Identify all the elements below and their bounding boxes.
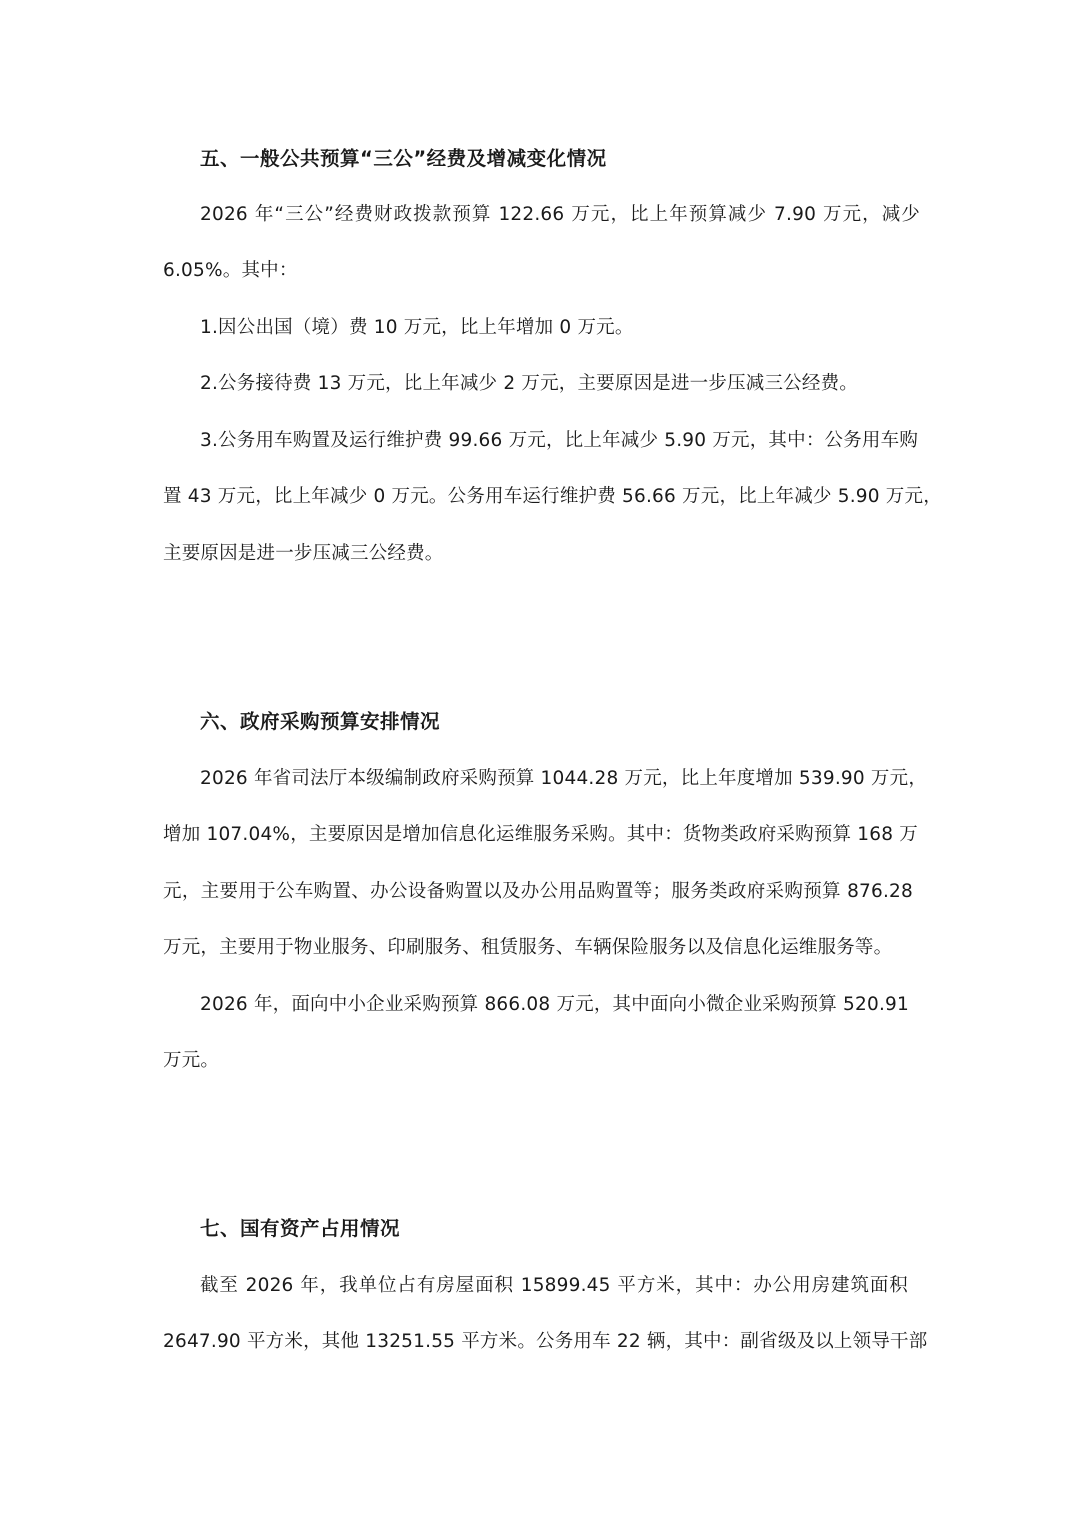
- paragraph-line: 增加 107.04%，主要原因是增加信息化运维服务采购。其中：货物类政府采购预算 168 万: [163, 824, 918, 845]
- paragraph-line: 元，主要用于公车购置、办公设备购置以及办公用品购置等；服务类政府采购预算 876.28: [163, 881, 913, 902]
- paragraph-line: 2026 年，面向中小企业采购预算 866.08 万元，其中面向小微企业采购预算 520.91: [200, 994, 909, 1015]
- paragraph-line: 2.公务接待费 13 万元，比上年减少 2 万元，主要原因是进一步压减三公经费。: [200, 373, 858, 394]
- paragraph-line: 万元。: [163, 1050, 220, 1071]
- paragraph-line: 置 43 万元，比上年减少 0 万元。公务用车运行维护费 56.66 万元，比上年减少 5.90 万元，: [163, 486, 942, 507]
- paragraph-line: 万元，主要用于物业服务、印刷服务、租赁服务、车辆保险服务以及信息化运维服务等。: [163, 937, 893, 958]
- section-heading: 六、政府采购预算安排情况: [200, 710, 441, 733]
- paragraph-line: 6.05%。其中：: [163, 260, 298, 281]
- paragraph-line: 3.公务用车购置及运行维护费 99.66 万元，比上年减少 5.90 万元，其中：公务用车购: [200, 430, 919, 451]
- paragraph-line: 截至 2026 年，我单位占有房屋面积 15899.45 平方米，其中：办公用房建筑面积: [200, 1275, 908, 1296]
- paragraph-line: 2026 年“三公”经费财政拨款预算 122.66 万元，比上年预算减少 7.90 万元，减少: [200, 204, 920, 225]
- paragraph-line: 主要原因是进一步压减三公经费。: [163, 543, 444, 564]
- paragraph-line: 2026 年省司法厅本级编制政府采购预算 1044.28 万元，比上年度增加 539.90 万元，: [200, 768, 928, 789]
- paragraph-line: 2647.90 平方米，其他 13251.55 平方米。公务用车 22 辆，其中：副省级及以上领导干部: [163, 1331, 928, 1352]
- paragraph-line: 1.因公出国（境）费 10 万元，比上年增加 0 万元。: [200, 317, 634, 338]
- section-heading: 七、国有资产占用情况: [200, 1217, 401, 1240]
- section-heading: 五、一般公共预算“三公”经费及增减变化情况: [200, 147, 607, 170]
